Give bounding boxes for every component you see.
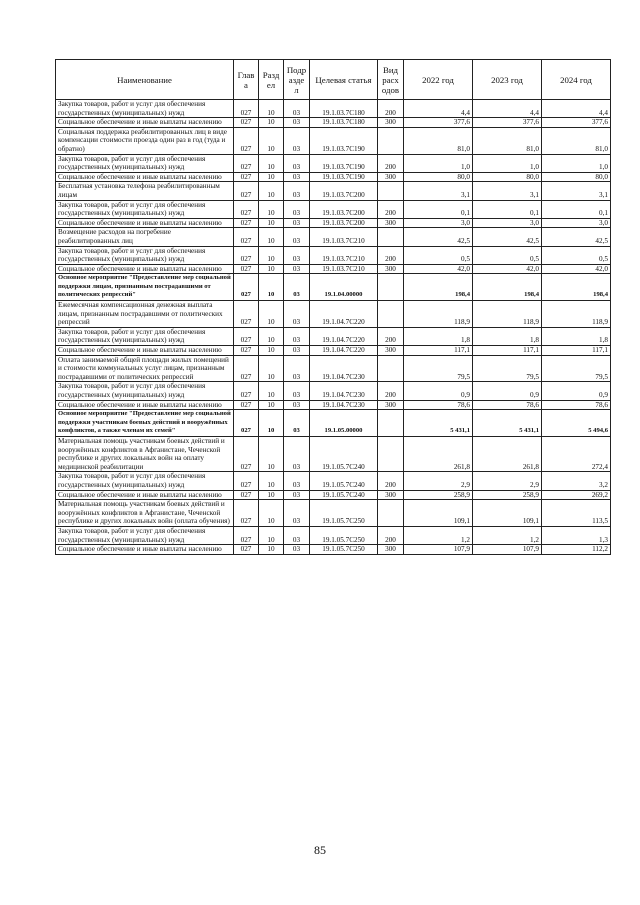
row-glava: 027	[234, 472, 259, 490]
row-razdel: 10	[259, 346, 284, 356]
row-name: Возмещение расходов на погребение реабилитированных лиц	[56, 228, 234, 246]
row-2023: 5 431,1	[473, 410, 542, 437]
table-row	[56, 526, 611, 544]
row-2023: 79,5	[473, 355, 542, 382]
row-name: Социальная поддержка реабилитированных лиц в виде компенсации стоимости проезда один раз в год (туда и обратно)	[56, 127, 234, 154]
row-razdel: 10	[259, 182, 284, 200]
row-2022: 2,9	[404, 472, 473, 490]
row-razdel: 10	[259, 382, 284, 400]
table-row	[56, 301, 611, 328]
row-2024: 118,9	[542, 301, 611, 328]
row-2023: 78,6	[473, 400, 542, 410]
row-2022: 118,9	[404, 301, 473, 328]
row-vid	[378, 436, 404, 471]
row-vid	[378, 274, 404, 301]
table-row	[56, 410, 611, 437]
table-row	[56, 382, 611, 400]
row-razdel: 10	[259, 500, 284, 527]
header-name: Наименование	[56, 60, 234, 100]
row-name: Закупка товаров, работ и услуг для обеспечения государственных (муниципальных) нужд	[56, 327, 234, 345]
row-2024: 1,0	[542, 154, 611, 172]
table-row	[56, 472, 611, 490]
row-vid: 300	[378, 118, 404, 128]
row-vid: 300	[378, 545, 404, 555]
row-glava: 027	[234, 436, 259, 471]
row-vid	[378, 228, 404, 246]
row-name: Закупка товаров, работ и услуг для обеспечения государственных (муниципальных) нужд	[56, 100, 234, 118]
row-razdel: 10	[259, 355, 284, 382]
row-2022: 117,1	[404, 346, 473, 356]
row-2023: 0,1	[473, 200, 542, 218]
row-statya: 19.1.04.00000	[310, 274, 378, 301]
table-row	[56, 436, 611, 471]
row-2022: 3,0	[404, 218, 473, 228]
row-statya: 19.1.03.7С210	[310, 228, 378, 246]
row-name: Социальное обеспечение и иные выплаты населению	[56, 172, 234, 182]
row-glava: 027	[234, 218, 259, 228]
row-2022: 5 431,1	[404, 410, 473, 437]
row-glava: 027	[234, 127, 259, 154]
row-2022: 78,6	[404, 400, 473, 410]
row-2022: 107,9	[404, 545, 473, 555]
table-row	[56, 200, 611, 218]
row-2023: 118,9	[473, 301, 542, 328]
row-podrazdel: 03	[284, 526, 310, 544]
row-name: Основное мероприятие "Предоставление мер социальной поддержки участникам боевых действий и вооружённых конфликтов, а также членам их семей"	[56, 410, 234, 437]
row-statya: 19.1.03.7С210	[310, 264, 378, 274]
row-statya: 19.1.05.7С240	[310, 472, 378, 490]
row-statya: 19.1.03.7С180	[310, 100, 378, 118]
row-2023: 2,9	[473, 472, 542, 490]
row-vid	[378, 127, 404, 154]
table-row	[56, 274, 611, 301]
row-statya: 19.1.03.7С200	[310, 200, 378, 218]
row-name: Социальное обеспечение и иные выплаты населению	[56, 545, 234, 555]
row-statya: 19.1.03.7С190	[310, 172, 378, 182]
row-glava: 027	[234, 118, 259, 128]
row-statya: 19.1.03.7С210	[310, 246, 378, 264]
row-razdel: 10	[259, 200, 284, 218]
table-row	[56, 218, 611, 228]
row-glava: 027	[234, 182, 259, 200]
row-statya: 19.1.04.7С230	[310, 400, 378, 410]
row-2024: 4,4	[542, 100, 611, 118]
row-2023: 81,0	[473, 127, 542, 154]
row-statya: 19.1.05.7С250	[310, 545, 378, 555]
row-statya: 19.1.05.7С240	[310, 490, 378, 500]
table-row	[56, 355, 611, 382]
row-statya: 19.1.04.7С220	[310, 327, 378, 345]
header-2022: 2022 год	[404, 60, 473, 100]
row-statya: 19.1.05.7С250	[310, 500, 378, 527]
row-podrazdel: 03	[284, 118, 310, 128]
row-glava: 027	[234, 545, 259, 555]
row-podrazdel: 03	[284, 500, 310, 527]
row-podrazdel: 03	[284, 246, 310, 264]
table-row	[56, 327, 611, 345]
row-2022: 79,5	[404, 355, 473, 382]
row-razdel: 10	[259, 327, 284, 345]
row-2023: 109,1	[473, 500, 542, 527]
row-2024: 269,2	[542, 490, 611, 500]
row-name: Закупка товаров, работ и услуг для обеспечения государственных (муниципальных) нужд	[56, 154, 234, 172]
row-name: Социальное обеспечение и иные выплаты населению	[56, 490, 234, 500]
table-row	[56, 228, 611, 246]
row-2024: 78,6	[542, 400, 611, 410]
row-2022: 0,9	[404, 382, 473, 400]
row-vid: 300	[378, 264, 404, 274]
row-2024: 42,0	[542, 264, 611, 274]
row-razdel: 10	[259, 436, 284, 471]
row-podrazdel: 03	[284, 182, 310, 200]
row-podrazdel: 03	[284, 274, 310, 301]
page-number: 85	[314, 843, 326, 857]
table-row	[56, 490, 611, 500]
row-razdel: 10	[259, 490, 284, 500]
row-glava: 027	[234, 355, 259, 382]
row-razdel: 10	[259, 127, 284, 154]
row-name: Материальная помощь участникам боевых действий и вооружённых конфликтов в Афганистане, Чеченской республике и других локальных войн на оплату медицинской реабилитации	[56, 436, 234, 471]
row-name: Закупка товаров, работ и услуг для обеспечения государственных (муниципальных) нужд	[56, 382, 234, 400]
row-glava: 027	[234, 200, 259, 218]
row-podrazdel: 03	[284, 327, 310, 345]
row-vid	[378, 410, 404, 437]
row-2022: 109,1	[404, 500, 473, 527]
row-2022: 3,1	[404, 182, 473, 200]
header-2024: 2024 год	[542, 60, 611, 100]
row-statya: 19.1.03.7С180	[310, 118, 378, 128]
row-2024: 0,5	[542, 246, 611, 264]
row-podrazdel: 03	[284, 127, 310, 154]
row-statya: 19.1.03.7С200	[310, 182, 378, 200]
row-vid: 300	[378, 218, 404, 228]
row-2024: 3,0	[542, 218, 611, 228]
row-glava: 027	[234, 264, 259, 274]
row-2024: 1,8	[542, 327, 611, 345]
row-2022: 42,0	[404, 264, 473, 274]
row-2022: 258,9	[404, 490, 473, 500]
row-razdel: 10	[259, 301, 284, 328]
table-row	[56, 246, 611, 264]
row-2024: 0,1	[542, 200, 611, 218]
row-2023: 3,0	[473, 218, 542, 228]
row-2023: 80,0	[473, 172, 542, 182]
row-vid: 200	[378, 100, 404, 118]
table-row	[56, 264, 611, 274]
row-name: Социальное обеспечение и иные выплаты населению	[56, 346, 234, 356]
row-name: Основное мероприятие "Предоставление мер социальной поддержки лицам, признанным пострадавшими от политических репрессий"	[56, 274, 234, 301]
row-podrazdel: 03	[284, 545, 310, 555]
table-row	[56, 118, 611, 128]
row-podrazdel: 03	[284, 100, 310, 118]
row-name: Закупка товаров, работ и услуг для обеспечения государственных (муниципальных) нужд	[56, 200, 234, 218]
row-2022: 1,2	[404, 526, 473, 544]
table-row	[56, 500, 611, 527]
row-2024: 198,4	[542, 274, 611, 301]
row-2022: 377,6	[404, 118, 473, 128]
row-vid: 300	[378, 400, 404, 410]
row-vid: 200	[378, 200, 404, 218]
row-vid: 200	[378, 526, 404, 544]
row-name: Закупка товаров, работ и услуг для обеспечения государственных (муниципальных) нужд	[56, 526, 234, 544]
row-2024: 112,2	[542, 545, 611, 555]
row-razdel: 10	[259, 154, 284, 172]
row-2022: 81,0	[404, 127, 473, 154]
header-razdel: Разд ел	[259, 60, 284, 100]
table-row	[56, 154, 611, 172]
row-vid	[378, 500, 404, 527]
row-statya: 19.1.04.7С230	[310, 355, 378, 382]
row-razdel: 10	[259, 545, 284, 555]
row-2023: 377,6	[473, 118, 542, 128]
row-name: Материальная помощь участникам боевых действий и вооружённых конфликтов в Афганистане, Чеченской республике и других локальных войн (оплата обучения)	[56, 500, 234, 527]
header-2023: 2023 год	[473, 60, 542, 100]
row-razdel: 10	[259, 526, 284, 544]
row-2022: 1,0	[404, 154, 473, 172]
row-razdel: 10	[259, 400, 284, 410]
row-2022: 4,4	[404, 100, 473, 118]
row-podrazdel: 03	[284, 472, 310, 490]
row-name: Ежемесячная компенсационная денежная выплата лицам, признанным пострадавшими от политических репрессий	[56, 301, 234, 328]
table-header-row	[56, 60, 611, 100]
row-2023: 261,8	[473, 436, 542, 471]
row-2023: 117,1	[473, 346, 542, 356]
row-glava: 027	[234, 346, 259, 356]
row-glava: 027	[234, 400, 259, 410]
row-glava: 027	[234, 301, 259, 328]
row-2022: 42,5	[404, 228, 473, 246]
row-glava: 027	[234, 410, 259, 437]
row-2023: 107,9	[473, 545, 542, 555]
row-razdel: 10	[259, 100, 284, 118]
table-row	[56, 172, 611, 182]
row-name: Социальное обеспечение и иные выплаты населению	[56, 218, 234, 228]
row-2024: 3,1	[542, 182, 611, 200]
row-glava: 027	[234, 154, 259, 172]
row-name: Социальное обеспечение и иные выплаты населению	[56, 118, 234, 128]
row-2022: 0,5	[404, 246, 473, 264]
row-razdel: 10	[259, 410, 284, 437]
row-razdel: 10	[259, 118, 284, 128]
row-2023: 198,4	[473, 274, 542, 301]
row-vid: 200	[378, 327, 404, 345]
table-row	[56, 127, 611, 154]
row-name: Оплата занимаемой общей площади жилых помещений и стоимости коммунальных услуг лицам, признанным пострадавшими от политических репрессий	[56, 355, 234, 382]
row-glava: 027	[234, 172, 259, 182]
row-2022: 80,0	[404, 172, 473, 182]
row-2023: 1,2	[473, 526, 542, 544]
row-2023: 42,5	[473, 228, 542, 246]
row-2024: 42,5	[542, 228, 611, 246]
row-2022: 1,8	[404, 327, 473, 345]
row-2023: 1,8	[473, 327, 542, 345]
row-vid	[378, 301, 404, 328]
row-podrazdel: 03	[284, 172, 310, 182]
header-statya: Целевая статья	[310, 60, 378, 100]
row-glava: 027	[234, 274, 259, 301]
row-2024: 272,4	[542, 436, 611, 471]
table-row	[56, 100, 611, 118]
table-row	[56, 346, 611, 356]
row-2023: 1,0	[473, 154, 542, 172]
row-vid	[378, 182, 404, 200]
row-glava: 027	[234, 100, 259, 118]
row-2022: 0,1	[404, 200, 473, 218]
row-2022: 261,8	[404, 436, 473, 471]
row-2024: 1,3	[542, 526, 611, 544]
row-name: Бесплатная установка телефона реабилитированным лицам	[56, 182, 234, 200]
row-razdel: 10	[259, 472, 284, 490]
table-row	[56, 400, 611, 410]
row-statya: 19.1.03.7С200	[310, 218, 378, 228]
row-glava: 027	[234, 382, 259, 400]
header-glava: Глав а	[234, 60, 259, 100]
row-2024: 3,2	[542, 472, 611, 490]
row-glava: 027	[234, 526, 259, 544]
row-vid: 300	[378, 490, 404, 500]
row-2024: 5 494,6	[542, 410, 611, 437]
row-2024: 79,5	[542, 355, 611, 382]
row-2022: 198,4	[404, 274, 473, 301]
row-glava: 027	[234, 490, 259, 500]
row-statya: 19.1.04.7С230	[310, 382, 378, 400]
row-razdel: 10	[259, 218, 284, 228]
row-statya: 19.1.04.7С220	[310, 346, 378, 356]
row-glava: 027	[234, 246, 259, 264]
row-podrazdel: 03	[284, 436, 310, 471]
row-podrazdel: 03	[284, 400, 310, 410]
row-statya: 19.1.05.7С250	[310, 526, 378, 544]
row-2024: 117,1	[542, 346, 611, 356]
row-2023: 4,4	[473, 100, 542, 118]
row-2023: 42,0	[473, 264, 542, 274]
row-vid: 300	[378, 346, 404, 356]
row-razdel: 10	[259, 274, 284, 301]
row-name: Закупка товаров, работ и услуг для обеспечения государственных (муниципальных) нужд	[56, 472, 234, 490]
row-vid: 200	[378, 154, 404, 172]
row-podrazdel: 03	[284, 355, 310, 382]
row-vid: 200	[378, 472, 404, 490]
row-name: Социальное обеспечение и иные выплаты населению	[56, 264, 234, 274]
table-row	[56, 545, 611, 555]
row-2024: 81,0	[542, 127, 611, 154]
row-razdel: 10	[259, 172, 284, 182]
row-2024: 80,0	[542, 172, 611, 182]
row-podrazdel: 03	[284, 218, 310, 228]
row-glava: 027	[234, 500, 259, 527]
row-glava: 027	[234, 327, 259, 345]
row-2023: 3,1	[473, 182, 542, 200]
row-razdel: 10	[259, 228, 284, 246]
row-razdel: 10	[259, 246, 284, 264]
row-name: Закупка товаров, работ и услуг для обеспечения государственных (муниципальных) нужд	[56, 246, 234, 264]
row-glava: 027	[234, 228, 259, 246]
row-vid: 300	[378, 172, 404, 182]
row-vid: 200	[378, 246, 404, 264]
header-vid: Вид расх одов	[378, 60, 404, 100]
row-name: Социальное обеспечение и иные выплаты населению	[56, 400, 234, 410]
row-2024: 0,9	[542, 382, 611, 400]
row-statya: 19.1.05.00000	[310, 410, 378, 437]
row-podrazdel: 03	[284, 301, 310, 328]
row-statya: 19.1.03.7С190	[310, 154, 378, 172]
row-2023: 0,5	[473, 246, 542, 264]
row-2023: 258,9	[473, 490, 542, 500]
row-podrazdel: 03	[284, 410, 310, 437]
row-statya: 19.1.04.7С220	[310, 301, 378, 328]
row-razdel: 10	[259, 264, 284, 274]
row-podrazdel: 03	[284, 264, 310, 274]
row-2023: 0,9	[473, 382, 542, 400]
header-podrazdel: Подр азде л	[284, 60, 310, 100]
budget-table	[55, 59, 611, 555]
row-2024: 113,5	[542, 500, 611, 527]
row-podrazdel: 03	[284, 154, 310, 172]
row-vid: 200	[378, 382, 404, 400]
table-row	[56, 182, 611, 200]
row-statya: 19.1.05.7С240	[310, 436, 378, 471]
row-podrazdel: 03	[284, 382, 310, 400]
row-podrazdel: 03	[284, 490, 310, 500]
row-podrazdel: 03	[284, 346, 310, 356]
row-2024: 377,6	[542, 118, 611, 128]
row-podrazdel: 03	[284, 200, 310, 218]
row-vid	[378, 355, 404, 382]
row-podrazdel: 03	[284, 228, 310, 246]
row-statya: 19.1.03.7С190	[310, 127, 378, 154]
